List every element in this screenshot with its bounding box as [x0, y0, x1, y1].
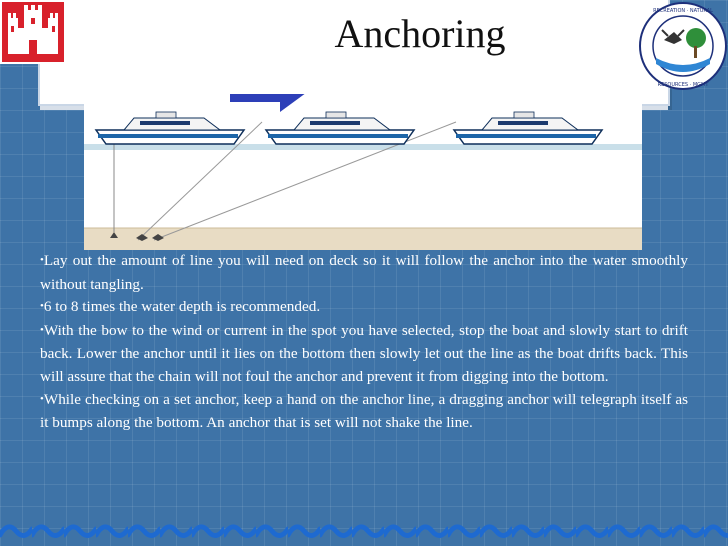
wave-border — [0, 513, 728, 546]
castle-icon — [0, 0, 66, 64]
bullet-item: •6 to 8 times the water depth is recommended. — [40, 298, 321, 316]
bullet-item: •With the bow to the wind or current in the spot you have selected, stop the boat and slowly start to drift back. Lower the anchor until it lies on the bottom then slowly let out the line as the boat drifts back. This will assure that the chain will not foul the anchor and prevent it from digging into the bottom. — [40, 321, 688, 385]
bullet-marker: • — [40, 392, 44, 405]
bullet-list — [40, 250, 688, 435]
bullet-marker: • — [40, 300, 44, 313]
bullet-item: •While checking on a set anchor, keep a hand on the anchor line, a dragging anchor will telegraph itself as it bumps along the bottom. An anchor that is set will not shake the line. — [40, 390, 688, 432]
title-banner — [40, 0, 668, 104]
wind-label: WIND — [241, 76, 283, 92]
svg-text:RESOURCES · MGMT: RESOURCES · MGMT — [657, 82, 709, 88]
bullet-marker: • — [40, 323, 44, 336]
bullet-marker: • — [40, 254, 44, 266]
slide-title: Anchoring — [334, 11, 506, 56]
bullet-item: •Lay out the amount of line you will need on deck so it will follow the anchor into the water smoothly without tangling. — [40, 252, 688, 293]
svg-text:RECREATION · NATURAL: RECREATION · NATURAL — [653, 8, 713, 14]
anchoring-illustration — [84, 94, 642, 250]
resource-management-seal-icon — [638, 0, 728, 92]
